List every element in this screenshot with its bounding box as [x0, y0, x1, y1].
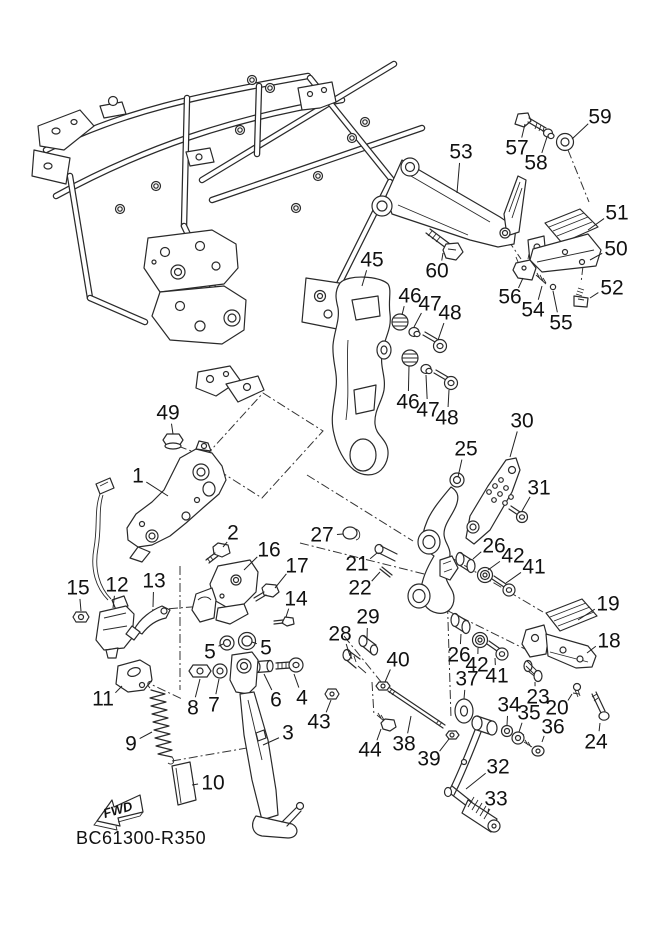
callout-60: 60: [425, 259, 449, 283]
part-15-nut: [73, 612, 89, 622]
leader-line-59: [572, 124, 588, 139]
callout-49: 49: [156, 401, 180, 425]
part-14-bolt: [274, 617, 294, 626]
callout-55: 55: [549, 311, 573, 335]
fwd-direction-arrow: [94, 795, 143, 830]
diagram-code: BC61300-R350: [76, 828, 207, 848]
callout-21: 21: [345, 552, 369, 576]
part-20-screw: [573, 684, 581, 698]
leader-line-41: [506, 572, 521, 583]
leader-line-39: [440, 739, 449, 751]
part-43-nut: [325, 689, 339, 699]
callout-9: 9: [125, 732, 137, 756]
callout-24: 24: [584, 730, 608, 754]
callout-5: 5: [204, 640, 216, 664]
part-37-washer-disc: [455, 699, 473, 723]
part-46-damper-upper: [392, 314, 408, 330]
callout-44: 44: [358, 738, 382, 762]
part-27-cap: [343, 527, 360, 540]
part-59-nut: [557, 134, 574, 151]
callout-1: 1: [132, 464, 144, 488]
part-54-screw: [536, 273, 546, 284]
part-48-bolt-upper: [423, 332, 447, 353]
callout-25: 25: [454, 437, 478, 461]
part-47-collar-upper: [409, 328, 420, 337]
leader-line-38: [408, 716, 411, 733]
part-44-screw: [377, 713, 396, 731]
callout-41: 41: [485, 664, 509, 688]
callout-41: 41: [522, 555, 546, 579]
leader-line-32: [466, 773, 486, 789]
part-19-footpeg-rubber: [546, 599, 597, 631]
leader-line-34: [507, 716, 508, 725]
callout-12: 12: [105, 573, 129, 597]
part-39-locknut: [446, 731, 459, 739]
callout-11: 11: [92, 687, 114, 711]
part-41-bolt-lower: [487, 641, 508, 660]
callout-6: 6: [270, 688, 282, 712]
callout-29: 29: [356, 605, 380, 629]
leader-line-42: [488, 561, 500, 570]
callout-22: 22: [348, 576, 372, 600]
callout-53: 53: [449, 140, 473, 164]
callout-48: 48: [435, 406, 459, 430]
callout-17: 17: [285, 554, 309, 578]
callout-5: 5: [260, 636, 272, 660]
callout-54: 54: [521, 298, 545, 322]
callout-56: 56: [498, 285, 522, 309]
fwd-arrow-label: FWD: [101, 798, 135, 821]
part-26-bushing-lower: [451, 614, 470, 634]
part-49-nut: [163, 434, 183, 449]
leader-line-49: [171, 424, 173, 434]
leader-line-26: [473, 552, 481, 559]
part-55-ball: [550, 284, 555, 289]
callout-14: 14: [284, 587, 308, 611]
part-2-bolt: [206, 543, 230, 563]
part-40-nut: [376, 682, 390, 690]
leader-line-8: [195, 679, 200, 697]
part-45-bracket: [332, 277, 391, 475]
part-22-spring-pin: [380, 567, 392, 577]
callout-59: 59: [588, 105, 612, 129]
callout-20: 20: [545, 696, 569, 720]
leader-line-15: [80, 599, 81, 611]
part-4-pivot-bolt: [276, 658, 303, 672]
part-28-rod-end: [343, 650, 366, 674]
leader-line-47: [426, 375, 427, 399]
part-47-collar-lower: [421, 365, 432, 374]
leader-line-46: [408, 366, 409, 391]
callout-28: 28: [328, 622, 352, 646]
callout-39: 39: [417, 747, 441, 771]
callout-48: 48: [438, 301, 462, 325]
part-8-nut: [189, 665, 211, 677]
callout-36: 36: [541, 715, 565, 739]
callout-32: 32: [486, 755, 510, 779]
part-18-footrest: [522, 625, 596, 668]
part-26-bushing-upper: [456, 553, 475, 573]
callout-46: 46: [398, 284, 422, 308]
callout-10: 10: [201, 771, 225, 795]
part-1-stand-bracket: [127, 441, 226, 562]
callout-18: 18: [597, 629, 621, 653]
leader-line-11: [115, 686, 122, 693]
leader-line-52: [590, 293, 598, 298]
callout-2: 2: [227, 521, 239, 545]
callout-4: 4: [296, 686, 308, 710]
callout-42: 42: [501, 544, 525, 568]
callout-37: 37: [455, 667, 479, 691]
part-48-bolt-lower: [434, 370, 458, 390]
part-31-bolt: [509, 506, 528, 523]
leader-line-55: [553, 291, 557, 312]
part-24-clevis-pin: [592, 692, 609, 720]
part-9-spring: [148, 681, 174, 764]
part-5-washers: [220, 633, 256, 651]
callout-33: 33: [484, 787, 508, 811]
callout-27: 27: [310, 523, 334, 547]
callout-13: 13: [142, 569, 166, 593]
part-29-joint: [359, 636, 378, 656]
part-16-bracket: [192, 560, 258, 624]
part-34-washer: [502, 726, 513, 737]
callout-51: 51: [605, 201, 629, 225]
part-17-bolt: [254, 584, 279, 601]
leader-line-21: [370, 553, 377, 559]
callout-47: 47: [416, 398, 440, 422]
callout-19: 19: [596, 592, 620, 616]
callout-34: 34: [497, 693, 521, 717]
callout-38: 38: [392, 732, 416, 756]
part-23-spring: [524, 661, 542, 682]
callout-50: 50: [604, 237, 628, 261]
leader-line-48: [438, 323, 444, 340]
callout-42: 42: [465, 653, 489, 677]
leader-line-30: [510, 431, 517, 457]
leader-line-58: [542, 137, 547, 153]
callout-47: 47: [418, 292, 442, 316]
leader-line-37: [464, 690, 465, 699]
part-58-collar: [544, 129, 555, 139]
part-36-screw: [524, 740, 544, 756]
callout-7: 7: [208, 693, 220, 717]
callout-23: 23: [526, 685, 550, 709]
callout-31: 31: [527, 476, 551, 500]
callout-16: 16: [257, 538, 281, 562]
callout-3: 3: [282, 721, 294, 745]
part-52-bolt: [574, 288, 588, 307]
part-38-shift-rod: [388, 688, 445, 728]
callout-58: 58: [524, 151, 548, 175]
leader-line-22: [372, 572, 380, 581]
callout-40: 40: [386, 648, 410, 672]
leader-line-9: [140, 732, 152, 739]
callout-26: 26: [447, 643, 471, 667]
callout-35: 35: [517, 701, 541, 725]
callout-15: 15: [66, 576, 90, 600]
leader-line-7: [216, 679, 219, 694]
part-57-bolt: [515, 113, 546, 132]
part-21-pin: [375, 545, 397, 562]
part-42-bearing-upper: [478, 568, 493, 583]
callout-46: 46: [396, 390, 420, 414]
part-42-bearing-lower: [473, 633, 488, 648]
part-10-damper-rubber: [172, 762, 196, 805]
callout-52: 52: [600, 276, 624, 300]
part-25-rider-bracket: [408, 473, 464, 613]
part-30-guard-plate: [466, 458, 520, 544]
callout-26: 26: [482, 534, 506, 558]
part-35-washer: [512, 732, 524, 744]
part-53-footrest-bracket: [372, 158, 526, 247]
part-7-washer: [213, 664, 227, 678]
callout-8: 8: [187, 696, 199, 720]
callout-45: 45: [360, 248, 384, 272]
part-46-damper-lower: [402, 350, 418, 366]
leader-line-53: [457, 163, 460, 193]
callout-57: 57: [505, 136, 529, 160]
callout-43: 43: [307, 710, 331, 734]
leader-line-48: [448, 390, 449, 407]
callout-30: 30: [510, 409, 534, 433]
